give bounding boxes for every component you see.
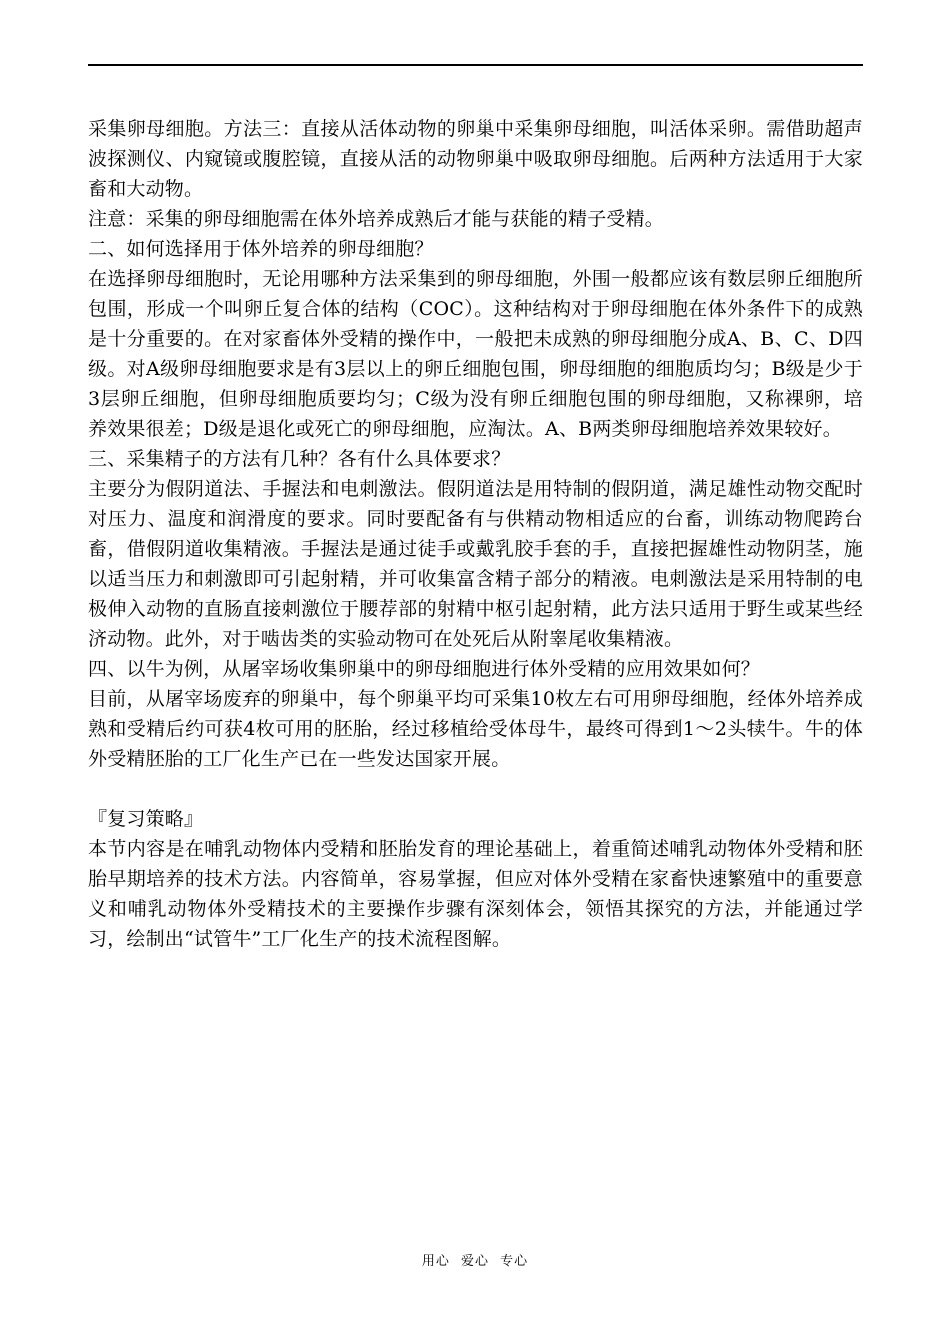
- question-three-heading: 三、采集精子的方法有几种？各有什么具体要求？: [88, 448, 511, 470]
- review-heading: 『复习策略』: [88, 808, 204, 830]
- answer-three-paragraph: 主要分为假阴道法、手握法和电刺激法。假阴道法是用特制的假阴道，满足雄性动物交配时对压力、温度和润滑度的要求。同时要配备有与供精动物相适应的台畜，训练动物爬跨台畜，借假阴道收集精液。手握法是通过徒手或戴乳胶手套的手，直接把握雄性动物阴茎，施以适当压力和刺激即可引起射精，并可收集富含精子部分的精液。电刺激法是采用特制的电极伸入动物的直肠直接刺激位于腰荐部的射精中枢引起射精，此方法只适用于野生或某些经济动物。此外，对于啮齿类的实验动物可在处死后从附睾尾收集精液。: [88, 478, 863, 650]
- question-two-heading: 二、如何选择用于体外培养的卵母细胞？: [88, 238, 434, 260]
- header-rule: [88, 64, 863, 66]
- document-body: [88, 114, 863, 954]
- review-body: 本节内容是在哺乳动物体内受精和胚胎发育的理论基础上，着重简述哺乳动物体外受精和胚胎早期培养的技术方法。内容简单，容易掌握，但应对体外受精在家畜快速繁殖中的重要意义和哺乳动物体外受精技术的主要操作步骤有深刻体会，领悟其探究的方法，并能通过学习，绘制出“试管牛”工厂化生产的技术流程图解。: [88, 838, 863, 950]
- section-spacer: [88, 774, 863, 804]
- paragraph-method-three: 采集卵母细胞。方法三：直接从活体动物的卵巢中采集卵母细胞，叫活体采卵。需借助超声波探测仪、内窥镜或腹腔镜，直接从活的动物卵巢中吸取卵母细胞。后两种方法适用于大家畜和大动物。: [88, 118, 863, 200]
- page-footer: 用心 爱心 专心: [421, 1254, 529, 1269]
- paragraph-note: 注意：采集的卵母细胞需在体外培养成熟后才能与获能的精子受精。: [88, 208, 665, 230]
- answer-four-paragraph: 目前，从屠宰场废弃的卵巢中，每个卵巢平均可采集10枚左右可用卵母细胞，经体外培养成熟和受精后约可获4枚可用的胚胎，经过移植给受体母牛，最终可得到1～2头犊牛。牛的体外受精胚胎的工厂化生产已在一些发达国家开展。: [88, 688, 863, 770]
- question-four-heading: 四、以牛为例，从屠宰场收集卵巢中的卵母细胞进行体外受精的应用效果如何？: [88, 658, 761, 680]
- answer-two-paragraph: 在选择卵母细胞时，无论用哪种方法采集到的卵母细胞，外围一般都应该有数层卵丘细胞所包围，形成一个叫卵丘复合体的结构（COC）。这种结构对于卵母细胞在体外条件下的成熟是十分重要的。在对家畜体外受精的操作中，一般把未成熟的卵母细胞分成A、B、C、D四级。对A级卵母细胞要求是有3层以上的卵丘细胞包围，卵母细胞的细胞质均匀；B级是少于3层卵丘细胞，但卵母细胞质要均匀；C级为没有卵丘细胞包围的卵母细胞，又称裸卵，培养效果很差；D级是退化或死亡的卵母细胞，应淘汰。A、B两类卵母细胞培养效果较好。: [88, 268, 863, 440]
